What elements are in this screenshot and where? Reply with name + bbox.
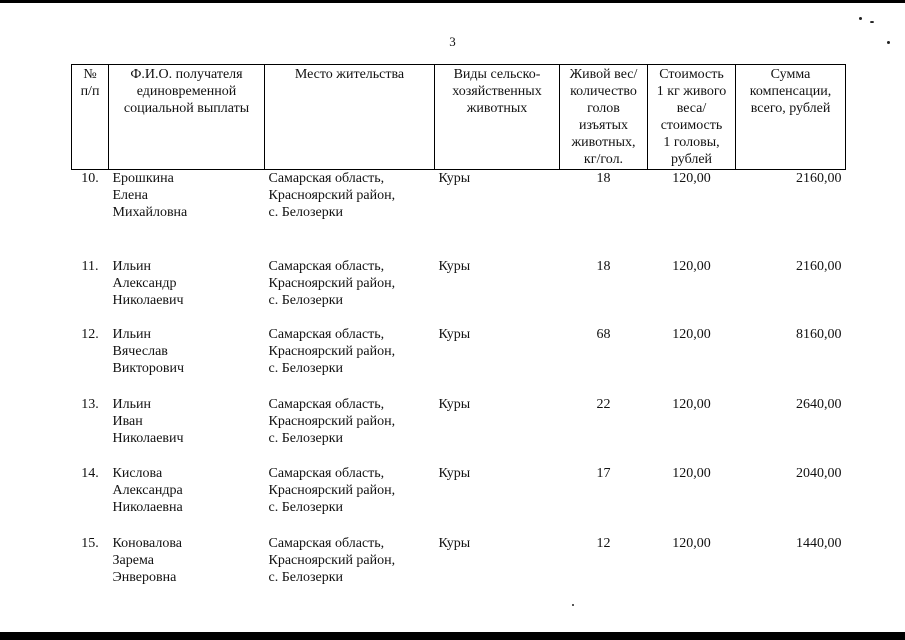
residence-line: Красноярский район, bbox=[268, 188, 396, 203]
residence-line: с. Белозерки bbox=[268, 205, 343, 220]
recipient-name-line: Энверовна bbox=[112, 569, 177, 585]
header-kind bbox=[435, 65, 560, 170]
recipient-name-line: Иван bbox=[112, 413, 143, 429]
recipient-name bbox=[109, 465, 265, 535]
recipient-name bbox=[109, 258, 265, 326]
recipient-name-line: Коновалова bbox=[112, 535, 183, 551]
compensation-table bbox=[71, 64, 846, 601]
row-number: 12. bbox=[81, 326, 99, 342]
recipient-name-line: Ерошкина bbox=[112, 171, 174, 186]
residence-line: Красноярский район, bbox=[268, 482, 396, 498]
residence bbox=[265, 396, 435, 465]
animal-kind: Куры bbox=[438, 535, 471, 551]
residence-line: Красноярский район, bbox=[268, 343, 396, 359]
recipient-name-line: Ильин bbox=[112, 326, 151, 342]
unit-price: 120,00 bbox=[672, 396, 711, 412]
header-line: животных, bbox=[571, 135, 636, 150]
header-weight bbox=[560, 65, 648, 170]
scan-speck bbox=[870, 21, 874, 23]
table-row bbox=[72, 535, 846, 601]
header-price bbox=[648, 65, 736, 170]
recipient-name-line: Зарема bbox=[112, 552, 154, 568]
recipient-name bbox=[109, 326, 265, 396]
recipient-name-line: Кислова bbox=[112, 465, 163, 481]
scan-speck bbox=[859, 17, 862, 20]
header-line: количество bbox=[570, 84, 637, 99]
live-weight: 18 bbox=[596, 258, 611, 274]
animal-kind: Куры bbox=[438, 465, 471, 481]
scan-bottom-border bbox=[0, 632, 905, 640]
recipient-name bbox=[109, 396, 265, 465]
recipient-name-line: Елена bbox=[112, 188, 148, 203]
animal-kind: Куры bbox=[438, 396, 471, 412]
header-line: кг/гол. bbox=[583, 152, 624, 167]
table-row bbox=[72, 170, 846, 258]
unit-price: 120,00 bbox=[672, 258, 711, 274]
live-weight: 12 bbox=[596, 535, 611, 551]
residence-line: с. Белозерки bbox=[268, 430, 343, 446]
residence-line: с. Белозерки bbox=[268, 499, 343, 515]
residence-line: Самарская область, bbox=[268, 171, 385, 186]
header-line: голов bbox=[587, 101, 620, 116]
row-number: 15. bbox=[81, 535, 99, 551]
recipient-name-line: Ильин bbox=[112, 396, 151, 412]
live-weight: 18 bbox=[596, 171, 611, 186]
table-row bbox=[72, 396, 846, 465]
live-weight: 22 bbox=[596, 396, 611, 412]
table-row bbox=[72, 465, 846, 535]
unit-price: 120,00 bbox=[672, 465, 711, 481]
header-line: хозяйственных bbox=[452, 84, 542, 99]
header-line: Стоимость bbox=[659, 67, 724, 82]
animal-kind: Куры bbox=[438, 171, 471, 186]
compensation-total: 2160,00 bbox=[796, 171, 842, 186]
header-line: стоимость bbox=[660, 118, 723, 133]
residence bbox=[265, 326, 435, 396]
header-place bbox=[265, 65, 435, 170]
recipient-name bbox=[109, 535, 265, 601]
header-line: Место жительства bbox=[294, 67, 405, 82]
recipient-name-line: Михайловна bbox=[112, 205, 188, 220]
recipient-name-line: Александр bbox=[112, 275, 177, 291]
residence-line: Самарская область, bbox=[268, 396, 385, 412]
residence-line: Самарская область, bbox=[268, 535, 385, 551]
header-line: Ф.И.О. получателя bbox=[130, 67, 243, 82]
row-number: 14. bbox=[81, 465, 99, 481]
residence bbox=[265, 258, 435, 326]
header-line: Виды сельско- bbox=[453, 67, 541, 82]
residence-line: Красноярский район, bbox=[268, 552, 396, 568]
recipient-name-line: Александра bbox=[112, 482, 183, 498]
unit-price: 120,00 bbox=[672, 326, 711, 342]
animal-kind: Куры bbox=[438, 326, 471, 342]
unit-price: 120,00 bbox=[672, 171, 711, 186]
recipient-name-line: Николаевич bbox=[112, 430, 184, 446]
residence-line: с. Белозерки bbox=[268, 292, 343, 308]
recipient-name-line: Николаевна bbox=[112, 499, 183, 515]
residence-line: с. Белозерки bbox=[268, 360, 343, 376]
recipient-name-line: Николаевич bbox=[112, 292, 184, 308]
residence-line: Самарская область, bbox=[268, 258, 385, 274]
table-body bbox=[72, 170, 846, 601]
recipient-name-line: Вячеслав bbox=[112, 343, 168, 359]
residence bbox=[265, 465, 435, 535]
residence-line: Красноярский район, bbox=[268, 413, 396, 429]
compensation-total: 2640,00 bbox=[796, 396, 842, 412]
residence-line: Самарская область, bbox=[268, 465, 385, 481]
compensation-total: 2040,00 bbox=[796, 465, 842, 481]
table-row bbox=[72, 326, 846, 396]
recipient-name bbox=[109, 170, 265, 258]
header-line: веса/ bbox=[676, 101, 707, 116]
live-weight: 68 bbox=[596, 326, 611, 342]
table-header-row bbox=[72, 65, 846, 170]
header-line: всего, рублей bbox=[750, 101, 831, 116]
header-line: рублей bbox=[670, 152, 713, 167]
unit-price: 120,00 bbox=[672, 535, 711, 551]
residence-line: Самарская область, bbox=[268, 326, 385, 342]
residence-line: Красноярский район, bbox=[268, 275, 396, 291]
row-number: 13. bbox=[81, 396, 99, 412]
header-line: п/п bbox=[80, 84, 100, 99]
header-total bbox=[736, 65, 846, 170]
compensation-total: 1440,00 bbox=[796, 535, 842, 551]
page-number: 3 bbox=[449, 34, 456, 49]
scan-top-border bbox=[0, 0, 905, 3]
header-line: Живой вес/ bbox=[569, 67, 638, 82]
header-line: № bbox=[83, 67, 97, 82]
compensation-total: 8160,00 bbox=[796, 326, 842, 342]
residence bbox=[265, 535, 435, 601]
table-row bbox=[72, 258, 846, 326]
header-line: изъятых bbox=[579, 118, 628, 133]
header-line: 1 головы, bbox=[663, 135, 720, 150]
header-line: 1 кг живого bbox=[656, 84, 727, 99]
header-name bbox=[109, 65, 265, 170]
row-number: 11. bbox=[81, 258, 99, 274]
header-line: единовременной bbox=[136, 84, 237, 99]
residence-line: с. Белозерки bbox=[268, 569, 343, 585]
scan-speck bbox=[572, 604, 574, 606]
header-line: компенсации, bbox=[749, 84, 832, 99]
header-num bbox=[72, 65, 109, 170]
recipient-name-line: Викторович bbox=[112, 360, 185, 376]
residence bbox=[265, 170, 435, 258]
compensation-total: 2160,00 bbox=[796, 258, 842, 274]
header-line: Сумма bbox=[770, 67, 811, 82]
recipient-name-line: Ильин bbox=[112, 258, 151, 274]
header-line: животных bbox=[466, 101, 528, 116]
animal-kind: Куры bbox=[438, 258, 471, 274]
header-line: социальной выплаты bbox=[123, 101, 250, 116]
live-weight: 17 bbox=[596, 465, 611, 481]
row-number: 10. bbox=[81, 171, 99, 186]
